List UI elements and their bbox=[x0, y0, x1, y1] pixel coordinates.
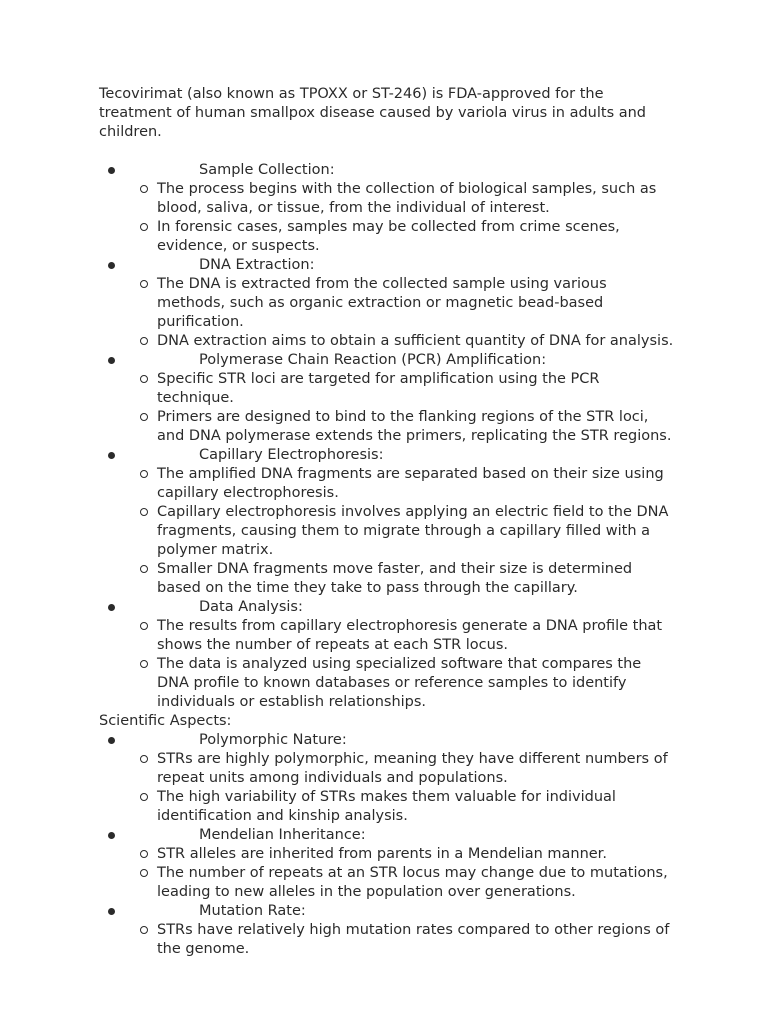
sub-bullet-item bbox=[99, 275, 699, 332]
bullet-item bbox=[99, 826, 699, 902]
sub-bullet-item bbox=[99, 617, 699, 655]
sub-bullet-item bbox=[99, 921, 699, 959]
sub-bullet-text: In forensic cases, samples may be collected from crime scenes, evidence, or suspects. bbox=[157, 219, 620, 254]
bullet-label: Polymerase Chain Reaction (PCR) Amplification: bbox=[199, 352, 547, 368]
hollow-bullet-icon bbox=[140, 869, 148, 877]
filled-bullet-icon bbox=[108, 167, 115, 174]
bullet-label: DNA Extraction: bbox=[199, 257, 315, 273]
sub-bullet-text: The amplified DNA fragments are separated based on their size using capillary electrophoresis. bbox=[157, 466, 664, 501]
bullet-row bbox=[99, 446, 699, 465]
sub-bullet-item bbox=[99, 180, 699, 218]
sub-bullet-text: Capillary electrophoresis involves applying an electric field to the DNA fragments, causing them to migrate through a capillary filled with a polymer matrix. bbox=[157, 504, 669, 558]
bullet-item bbox=[99, 446, 699, 598]
bullet-label: Sample Collection: bbox=[199, 162, 335, 178]
sub-bullet-item bbox=[99, 560, 699, 598]
hollow-bullet-icon bbox=[140, 375, 148, 383]
hollow-bullet-icon bbox=[140, 755, 148, 763]
filled-bullet-icon bbox=[108, 832, 115, 839]
sub-bullet-text: Smaller DNA fragments move faster, and their size is determined based on the time they take to pass through the capillary. bbox=[157, 561, 633, 596]
sub-bullet-text: STRs have relatively high mutation rates compared to other regions of the genome. bbox=[157, 922, 670, 957]
sub-bullet-item bbox=[99, 408, 699, 446]
bullet-item bbox=[99, 598, 699, 712]
bullet-row bbox=[99, 161, 699, 180]
hollow-bullet-icon bbox=[140, 413, 148, 421]
sub-bullet-item bbox=[99, 218, 699, 256]
sub-bullet-text: The data is analyzed using specialized software that compares the DNA profile to known databases or reference samples to identify individuals or establish relationships. bbox=[157, 656, 642, 710]
hollow-bullet-icon bbox=[140, 926, 148, 934]
sub-bullet-text: STR alleles are inherited from parents in a Mendelian manner. bbox=[157, 846, 607, 862]
filled-bullet-icon bbox=[108, 604, 115, 611]
intro-paragraph: Tecovirimat (also known as TPOXX or ST-246) is FDA-approved for the treatment of human smallpox disease caused by variola virus in adults and children. bbox=[99, 86, 647, 140]
sub-bullet-text: STRs are highly polymorphic, meaning they have different numbers of repeat units among individuals and populations. bbox=[157, 751, 668, 786]
sub-bullet-item bbox=[99, 750, 699, 788]
sub-bullet-item bbox=[99, 864, 699, 902]
bullet-item bbox=[99, 902, 699, 959]
filled-bullet-icon bbox=[108, 908, 115, 915]
bullet-item bbox=[99, 161, 699, 256]
hollow-bullet-icon bbox=[140, 565, 148, 573]
sub-bullet-item bbox=[99, 332, 699, 351]
hollow-bullet-icon bbox=[140, 223, 148, 231]
filled-bullet-icon bbox=[108, 357, 115, 364]
bullet-row bbox=[99, 351, 699, 370]
section-heading: Scientific Aspects: bbox=[99, 713, 232, 729]
bullet-item bbox=[99, 256, 699, 351]
bullet-label: Capillary Electrophoresis: bbox=[199, 447, 384, 463]
bullet-row bbox=[99, 826, 699, 845]
sub-bullet-item bbox=[99, 845, 699, 864]
bullet-label: Polymorphic Nature: bbox=[199, 732, 347, 748]
filled-bullet-icon bbox=[108, 452, 115, 459]
filled-bullet-icon bbox=[108, 737, 115, 744]
hollow-bullet-icon bbox=[140, 622, 148, 630]
document-section bbox=[99, 712, 699, 959]
hollow-bullet-icon bbox=[140, 850, 148, 858]
sub-bullet-item bbox=[99, 465, 699, 503]
sub-bullet-text: The high variability of STRs makes them valuable for individual identification and kinship analysis. bbox=[157, 789, 616, 824]
bullet-label: Mutation Rate: bbox=[199, 903, 306, 919]
hollow-bullet-icon bbox=[140, 280, 148, 288]
sub-bullet-item bbox=[99, 788, 699, 826]
hollow-bullet-icon bbox=[140, 470, 148, 478]
bullet-label: Mendelian Inheritance: bbox=[199, 827, 366, 843]
sub-bullet-item bbox=[99, 370, 699, 408]
bullet-row bbox=[99, 902, 699, 921]
bullet-row bbox=[99, 256, 699, 275]
sub-bullet-text: Specific STR loci are targeted for amplification using the PCR technique. bbox=[157, 371, 600, 406]
bullet-label: Data Analysis: bbox=[199, 599, 303, 615]
document-body bbox=[99, 161, 699, 959]
hollow-bullet-icon bbox=[140, 185, 148, 193]
sub-bullet-item bbox=[99, 655, 699, 712]
bullet-row bbox=[99, 731, 699, 750]
bullet-item bbox=[99, 351, 699, 446]
sub-bullet-text: The results from capillary electrophoresis generate a DNA profile that shows the number of repeats at each STR locus. bbox=[157, 618, 663, 653]
sub-bullet-item bbox=[99, 503, 699, 560]
filled-bullet-icon bbox=[108, 262, 115, 269]
sub-bullet-text: The process begins with the collection of biological samples, such as blood, saliva, or tissue, from the individual of interest. bbox=[157, 181, 657, 216]
sub-bullet-text: The DNA is extracted from the collected sample using various methods, such as organic extraction or magnetic bead-based purification. bbox=[157, 276, 607, 330]
bullet-row bbox=[99, 598, 699, 617]
sub-bullet-text: Primers are designed to bind to the flanking regions of the STR loci, and DNA polymerase extends the primers, replicating the STR regions. bbox=[157, 409, 672, 444]
document-section bbox=[99, 161, 699, 712]
hollow-bullet-icon bbox=[140, 660, 148, 668]
sub-bullet-text: The number of repeats at an STR locus may change due to mutations, leading to new alleles in the population over generations. bbox=[157, 865, 668, 900]
sub-bullet-text: DNA extraction aims to obtain a sufficient quantity of DNA for analysis. bbox=[157, 333, 674, 349]
hollow-bullet-icon bbox=[140, 793, 148, 801]
bullet-item bbox=[99, 731, 699, 826]
hollow-bullet-icon bbox=[140, 508, 148, 516]
hollow-bullet-icon bbox=[140, 337, 148, 345]
